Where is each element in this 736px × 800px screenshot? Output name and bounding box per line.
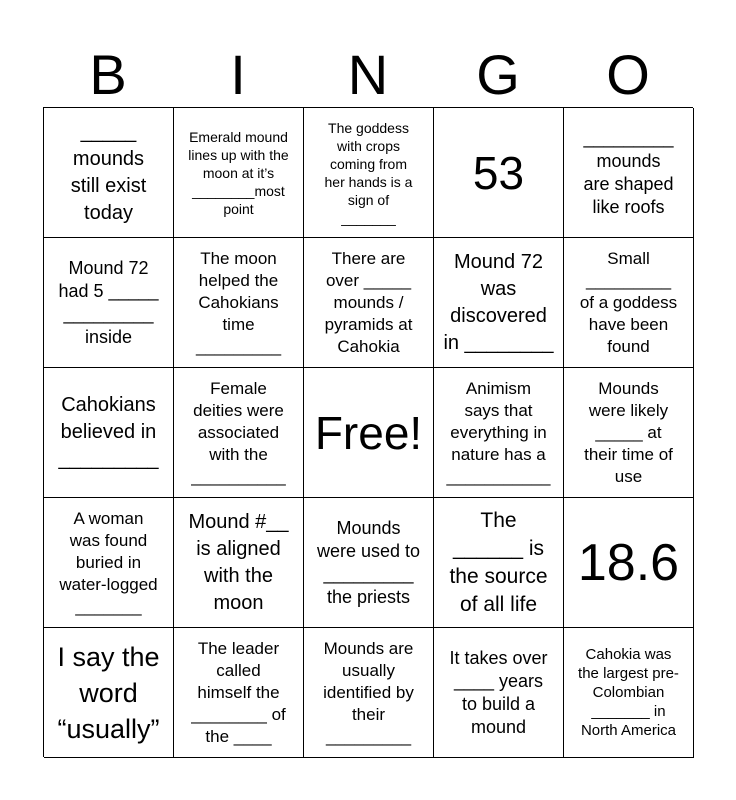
bingo-cell-r1-c2[interactable]: [174, 108, 304, 238]
bingo-cell-r1-c3[interactable]: [304, 108, 434, 238]
bingo-cell-r2-c1[interactable]: [44, 238, 174, 368]
header-letter-n: N: [347, 43, 389, 106]
bingo-cell-r5-c3[interactable]: [304, 628, 434, 758]
bingo-cell-r2-c3[interactable]: [304, 238, 434, 368]
cell-text: Mounds are usually identified by their _________: [323, 638, 414, 746]
bingo-cell-r1-c1[interactable]: [44, 108, 174, 238]
cell-text: There are over _____ mounds / pyramids at Cahokia: [324, 248, 413, 356]
bingo-cell-r3-c2[interactable]: [174, 368, 304, 498]
bingo-cell-r5-c5[interactable]: [564, 628, 694, 758]
cell-text: 18.6: [577, 533, 680, 592]
bingo-cell-r2-c2[interactable]: [174, 238, 304, 368]
cell-text: The goddess with crops coming from her hands is a sign of _______: [324, 119, 413, 226]
bingo-cell-r1-c5[interactable]: [564, 108, 694, 238]
cell-text: Cahokians believed in _________: [58, 394, 159, 470]
cell-text: The moon helped the Cahokians time _________: [195, 248, 282, 356]
bingo-cell-r1-c4[interactable]: [434, 108, 564, 238]
free-space-text: Free!: [314, 406, 423, 459]
bingo-cell-r3-c1[interactable]: [44, 368, 174, 498]
cell-text: Female deities were associated with the __________: [191, 378, 286, 486]
header-letter-i: I: [230, 43, 246, 106]
cell-text: 53: [472, 146, 525, 199]
cell-text: Mound 72 had 5 _____ _________ inside: [58, 257, 159, 347]
cell-text: The leader called himself the ________ of the ____: [191, 638, 286, 746]
cell-text: Emerald mound lines up with the moon at it’s ________most point: [188, 128, 289, 217]
cell-text: _________ mounds are shaped like roofs: [583, 127, 674, 217]
cell-text: Small _________ of a goddess have been found: [579, 248, 678, 356]
bingo-cell-r4-c5[interactable]: [564, 498, 694, 628]
bingo-cell-r5-c2[interactable]: [174, 628, 304, 758]
bingo-cell-r5-c4[interactable]: [434, 628, 564, 758]
cell-text: Mound #__ is aligned with the moon: [188, 510, 289, 614]
header-letter-b: B: [89, 43, 127, 106]
cell-text: It takes over ____ years to build a mound: [449, 647, 548, 737]
header-letter-g: G: [476, 43, 520, 106]
cell-text: A woman was found buried in water-logged _______: [59, 508, 158, 616]
bingo-card-grid: [43, 107, 693, 757]
bingo-cell-r3-c3-free[interactable]: [304, 368, 434, 498]
bingo-cell-r4-c1[interactable]: [44, 498, 174, 628]
header-letter-o: O: [606, 43, 650, 106]
bingo-cell-r4-c2[interactable]: [174, 498, 304, 628]
bingo-cell-r3-c4[interactable]: [434, 368, 564, 498]
cell-text: The ______ is the source of all life: [449, 508, 548, 616]
bingo-header: [43, 42, 693, 108]
cell-text: Mounds were likely _____ at their time of use: [584, 378, 673, 486]
bingo-cell-r4-c3[interactable]: [304, 498, 434, 628]
cell-text: _____ mounds still exist today: [70, 120, 147, 224]
bingo-cell-r2-c5[interactable]: [564, 238, 694, 368]
bingo-cell-r3-c5[interactable]: [564, 368, 694, 498]
bingo-cell-r4-c4[interactable]: [434, 498, 564, 628]
cell-text: Animism says that everything in nature has a ___________: [446, 378, 551, 486]
cell-text: Mound 72 was discovered in ________: [443, 250, 554, 354]
cell-text: Cahokia was the largest pre- Colombian _______ in North America: [578, 646, 679, 739]
cell-text: I say the word “usually”: [57, 641, 160, 744]
bingo-cell-r2-c4[interactable]: [434, 238, 564, 368]
bingo-cell-r5-c1[interactable]: [44, 628, 174, 758]
cell-text: Mounds were used to _________ the priests: [316, 517, 421, 607]
